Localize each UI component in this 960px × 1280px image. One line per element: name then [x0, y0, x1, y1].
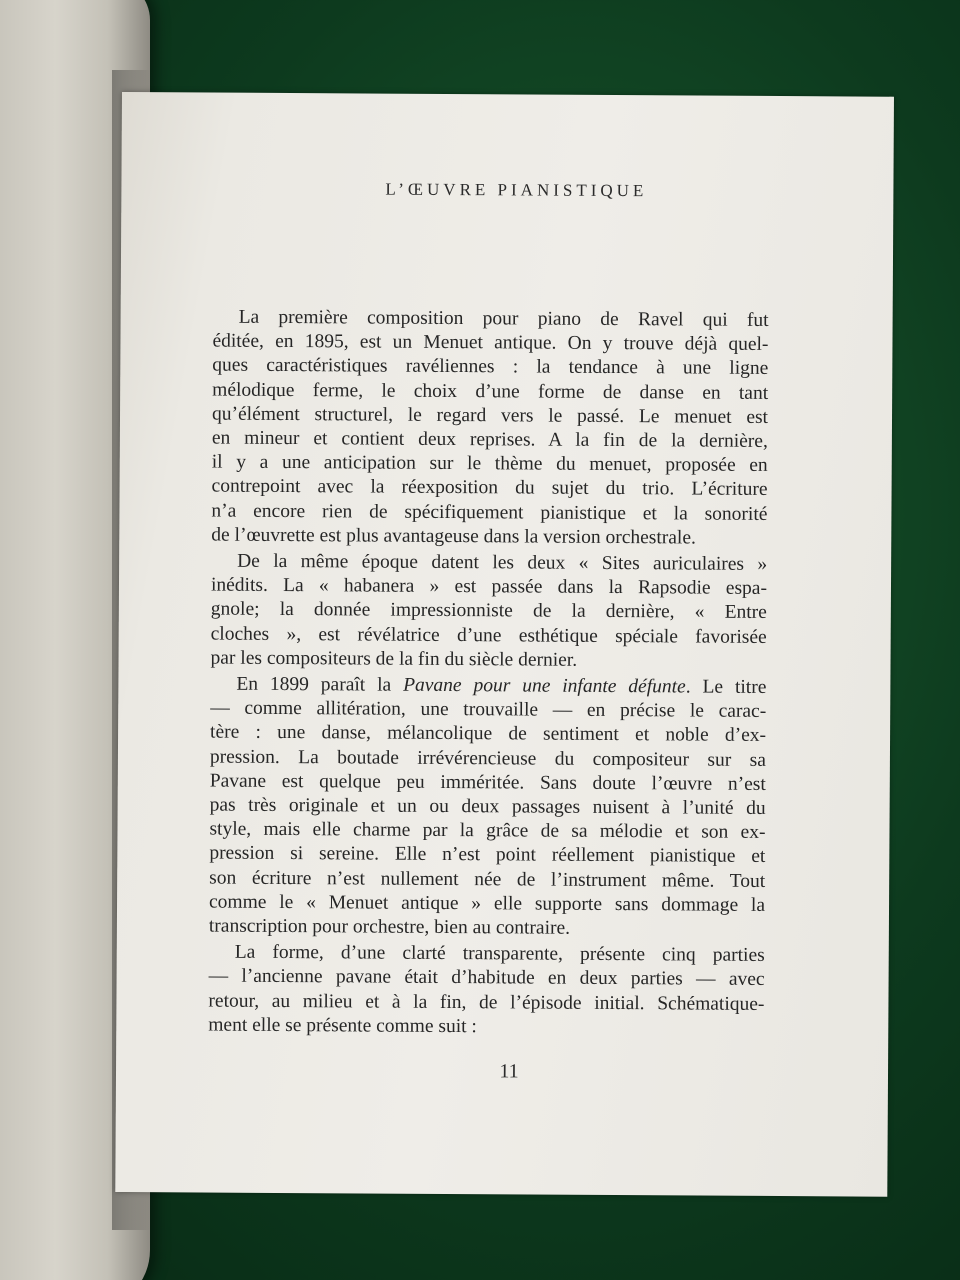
- text-line: pression. La boutade irrévérencieuse du compositeur sur sa: [209, 746, 766, 771]
- text-line: La première composition pour piano de Ravel qui fut: [238, 306, 769, 331]
- text-line: de l’œuvrette est plus avantageuse dans la version orchestrale.: [211, 524, 696, 549]
- body-text: [208, 306, 768, 1041]
- text-line: n’a encore rien de spécifiquement pianistique et la sonorité: [211, 500, 768, 525]
- text-fragment: En 1899 paraît la: [236, 673, 404, 696]
- text-line: cloches », est révélatrice d’une esthétique spéciale favorisée: [210, 623, 767, 648]
- text-line: comme le « Menuet antique » elle supporte sans dommage la: [208, 891, 766, 916]
- text-line: en mineur et contient deux reprises. A la fin de la dernière,: [211, 427, 768, 452]
- page-number: 11: [499, 1060, 519, 1083]
- text-line: De la même époque datent les deux « Sites auriculaires »: [237, 550, 768, 575]
- text-line: ment elle se présente comme suit :: [208, 1014, 477, 1038]
- text-line: transcription pour orchestre, bien au contraire.: [208, 915, 571, 939]
- running-head: L’ŒUVRE PIANISTIQUE: [385, 179, 648, 201]
- text-line: retour, au milieu et à la fin, de l’épisode initial. Schématique-: [208, 990, 765, 1015]
- text-line: pas très originale et un ou deux passages nuisent à l’unité du: [209, 794, 766, 820]
- work-title: Pavane pour une infante défunte: [403, 674, 686, 698]
- text-line: pression si sereine. Elle n’est point réellement pianistique et: [209, 843, 766, 868]
- text-line: mélodique ferme, le choix d’une forme de danse en tant: [212, 379, 769, 404]
- book-page: [115, 92, 894, 1197]
- text-fragment: . Le titre: [685, 676, 767, 698]
- text-line: gnole; la donnée impressionniste de la dernière, « Entre: [210, 598, 767, 624]
- text-line: tère : une danse, mélancolique de sentiment et noble d’ex-: [210, 722, 767, 747]
- text-line: Pavane est quelque peu imméritée. Sans doute l’œuvre n’est: [209, 770, 766, 795]
- text-line: éditée, en 1895, est un Menuet antique. On y trouve déjà quel-: [212, 330, 769, 356]
- text-line: — comme allitération, une trouvaille — en précise le carac-: [210, 697, 767, 723]
- text-line: style, mais elle charme par la grâce de sa mélodie et son ex-: [209, 818, 766, 844]
- text-line: son écriture n’est nullement née de l’instrument même. Tout: [209, 867, 766, 892]
- text-line: ques caractéristiques ravéliennes : la tendance à une ligne: [212, 354, 769, 380]
- paragraph-3: [209, 673, 767, 943]
- paragraph-2: [210, 550, 767, 674]
- text-line: il y a une anticipation sur le thème du menuet, proposée en: [211, 451, 768, 477]
- text-line: — l’ancienne pavane était d’habitude en deux parties — avec: [208, 966, 765, 991]
- text-line: La forme, d’une clarté transparente, présente cinq parties: [234, 941, 765, 967]
- text-line: inédits. La « habanera » est passée dans la Rapsodie espa-: [210, 574, 768, 600]
- text-line: [210, 673, 766, 701]
- paragraph-4: [208, 941, 765, 1041]
- text-line: qu’élément structurel, le regard vers le passé. Le menuet est: [211, 403, 769, 428]
- paragraph-1: [211, 306, 768, 551]
- text-line: par les compositeurs de la fin du siècle dernier.: [210, 647, 578, 671]
- text-line: contrepoint avec la réexposition du sujet du trio. L’écriture: [211, 475, 768, 501]
